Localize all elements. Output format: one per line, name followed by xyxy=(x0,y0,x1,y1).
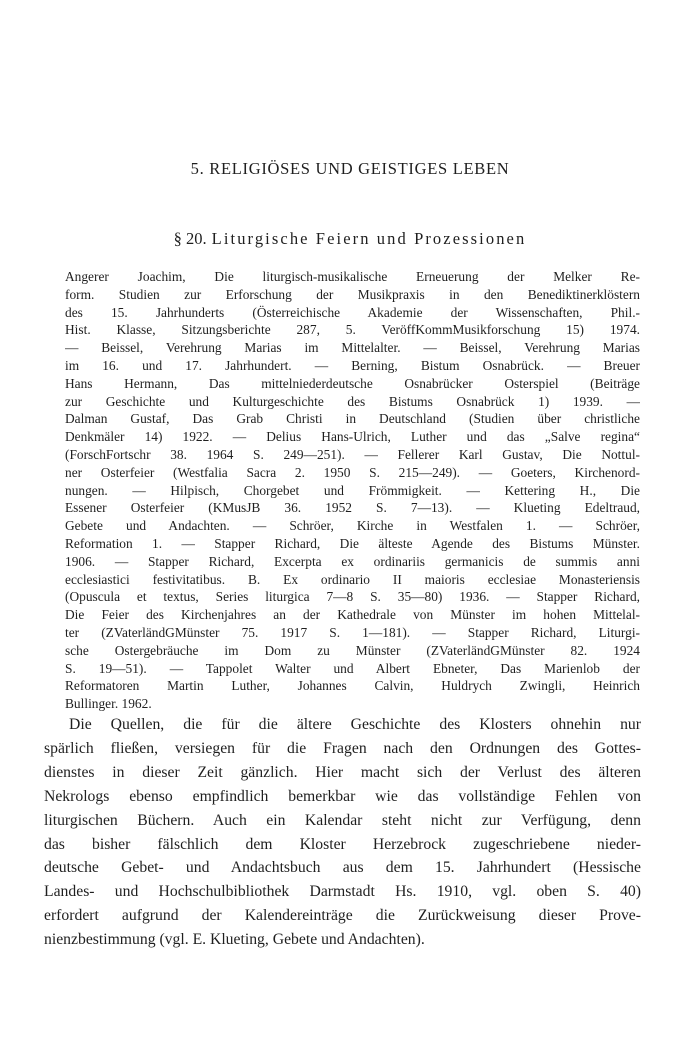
bibliography-line: Denkmäler 14) 1922. — Delius Hans-Ulrich, Luther und das „Salve regina“ xyxy=(65,429,640,445)
bibliography-line: Hist. Klasse, Sitzungsberichte 287, 5. VeröffKommMusikforschung 15) 1974. xyxy=(65,322,640,338)
paragraph-line: das bisher fälschlich dem Kloster Herzebrock zugeschriebene nieder- xyxy=(44,835,641,853)
bibliography-line: Bullinger. 1962. xyxy=(65,696,152,712)
bibliography-line: des 15. Jahrhunderts (Österreichische Akademie der Wissenschaften, Phil.- xyxy=(65,304,640,320)
paragraph-line: liturgischen Büchern. Auch ein Kalendar steht nicht zur Verfügung, denn xyxy=(44,811,641,829)
bibliography-line: ner Osterfeier (Westfalia Sacra 2. 1950 S. 215—249). — Goeters, Kirchenord- xyxy=(65,464,640,480)
paragraph-line: erfordert aufgrund der Kalendereinträge die Zurückweisung dieser Prove- xyxy=(44,907,641,925)
bibliography-line: 1906. — Stapper Richard, Excerpta ex ordinariis germanicis de summis anni xyxy=(65,553,640,569)
bibliography-line: sche Ostergebräuche im Dom zu Münster (ZVaterländGMünster 82. 1924 xyxy=(65,642,640,658)
bibliography-line: Die Feier des Kirchenjahres an der Kathedrale von Münster im hohen Mittelal- xyxy=(65,607,640,623)
paragraph-line: spärlich fließen, versiegen für die Fragen nach den Ordnungen des Gottes- xyxy=(44,739,641,757)
paragraph-line: Die Quellen, die für die ältere Geschichte des Klosters ohnehin nur xyxy=(69,716,641,733)
section-number: § 20. xyxy=(173,229,207,248)
paragraph-line: dienstes in dieser Zeit gänzlich. Hier macht sich der Verlust des älteren xyxy=(44,763,641,781)
bibliography-block xyxy=(65,268,640,713)
paragraph-line: nienzbestimmung (vgl. E. Klueting, Gebete und Andachten). xyxy=(44,931,425,949)
bibliography-line: Dalman Gustaf, Das Grab Christi in Deutschland (Studien über christliche xyxy=(65,411,640,427)
bibliography-line: ter (ZVaterländGMünster 75. 1917 S. 1—181). — Stapper Richard, Liturgi- xyxy=(65,624,640,640)
bibliography-line: — Beissel, Verehrung Marias im Mittelalter. — Beissel, Verehrung Marias xyxy=(65,340,640,356)
bibliography-line: Reformatoren Martin Luther, Johannes Calvin, Huldrych Zwingli, Heinrich xyxy=(65,678,640,694)
bibliography-line: nungen. — Hilpisch, Chorgebet und Frömmigkeit. — Kettering H., Die xyxy=(65,482,640,498)
paragraph-line: deutsche Gebet- und Andachtsbuch aus dem 15. Jahrhundert (Hessische xyxy=(44,859,641,877)
bibliography-line: S. 19—51). — Tappolet Walter und Albert Ebneter, Das Marienlob der xyxy=(65,660,640,676)
section-title: Liturgische Feiern und Prozessionen xyxy=(211,229,527,248)
bibliography-line: zur Geschichte und Kulturgeschichte des Bistums Osnabrück 1) 1939. — xyxy=(65,393,640,409)
bibliography-line: Hans Hermann, Das mittelniederdeutsche Osnabrücker Osterspiel (Beiträge xyxy=(65,375,640,391)
bibliography-line: (Opuscula et textus, Series liturgica 7—8 S. 35—80) 1936. — Stapper Richard, xyxy=(65,589,640,605)
bibliography-line: im 16. und 17. Jahrhundert. — Berning, Bistum Osnabrück. — Breuer xyxy=(65,357,640,373)
paragraph-line: Landes- und Hochschulbibliothek Darmstadt Hs. 1910, vgl. oben S. 40) xyxy=(44,883,641,901)
paragraph-line: Nekrologs ebenso empfindlich bemerkbar wie das vollständige Fehlen von xyxy=(44,787,641,805)
body-paragraph xyxy=(44,713,641,952)
bibliography-line: form. Studien zur Erforschung der Musikpraxis in den Benediktinerklöstern xyxy=(65,286,640,302)
bibliography-line: (ForschFortschr 38. 1964 S. 249—251). — Fellerer Karl Gustav, Die Nottul- xyxy=(65,446,640,462)
bibliography-line: Essener Osterfeier (KMusJB 36. 1952 S. 7—13). — Klueting Edeltraud, xyxy=(65,500,640,516)
bibliography-line: Angerer Joachim, Die liturgisch-musikalische Erneuerung der Melker Re- xyxy=(65,269,640,284)
bibliography-line: Reformation 1. — Stapper Richard, Die älteste Agende des Bistums Münster. xyxy=(65,535,640,551)
chapter-title: 5. RELIGIÖSES UND GEISTIGES LEBEN xyxy=(190,159,510,178)
section-heading xyxy=(0,229,700,249)
bibliography-line: ecclesiastici festivitatibus. B. Ex ordinario II maioris ecclesiae Monasteriensis xyxy=(65,571,640,587)
bibliography-line: Gebete und Andachten. — Schröer, Kirche in Westfalen 1. — Schröer, xyxy=(65,518,640,534)
